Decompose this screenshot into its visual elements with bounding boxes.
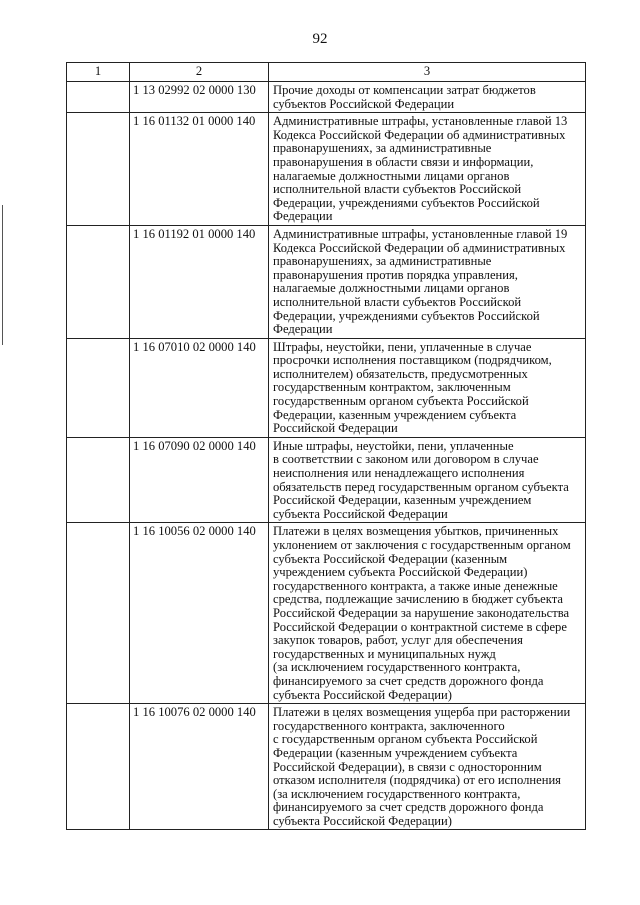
revenue-description	[269, 339, 585, 437]
row-number-cell	[67, 225, 130, 338]
description-line: Федерации	[273, 209, 333, 224]
description-line: Российской Федерации, казенным учреждением	[273, 493, 532, 508]
description-line: (за исключением государственного контракта,	[273, 786, 521, 801]
description-line: субъекта Российской Федерации)	[273, 687, 452, 702]
table-row	[67, 437, 586, 523]
description-line: Иные штрафы, неустойки, пени, уплаченные	[273, 438, 514, 453]
description-line: налагаемые должностными лицами органов	[273, 281, 510, 296]
description-line: Прочие доходы от компенсации затрат бюджетов	[273, 83, 536, 97]
description-line: отказом исполнителя (подрядчика) от его исполнения	[273, 773, 561, 788]
description-line: субъекта Российской Федерации	[273, 506, 448, 521]
code-cell	[130, 338, 269, 437]
row-number-cell	[67, 523, 130, 704]
description-line: неисполнения или ненадлежащего исполнения	[273, 466, 525, 481]
description-line: Российской Федерации за нарушение законодательства	[273, 605, 570, 620]
code-cell	[130, 704, 269, 830]
code-cell	[130, 113, 269, 226]
row-number-cell	[67, 82, 130, 113]
description-line: с государственным органом субъекта Российской	[273, 732, 538, 747]
table-row	[67, 523, 586, 704]
code-cell	[130, 82, 269, 113]
revenue-description	[269, 438, 585, 523]
description-line: исполнительной власти субъектов Российской	[273, 182, 522, 197]
description-line: Штрафы, неустойки, пени, уплаченные в случае	[273, 339, 532, 354]
description-line: Административные штрафы, установленные главой 13	[273, 114, 568, 129]
table-row	[67, 704, 586, 830]
description-line: Платежи в целях возмещения убытков, причиненных	[273, 524, 559, 539]
row-number-cell	[67, 338, 130, 437]
description-cell	[269, 523, 586, 704]
code-cell	[130, 523, 269, 704]
description-line: субъекта Российской Федерации (казенным	[273, 551, 508, 566]
revenue-codes-table	[66, 62, 586, 830]
description-line: субъекта Российской Федерации)	[273, 813, 452, 828]
description-cell	[269, 113, 586, 226]
description-line: правонарушениях, за административные	[273, 141, 492, 156]
description-line: налагаемые должностными лицами органов	[273, 168, 510, 183]
description-line: финансируемого за счет средств дорожного фонда	[273, 800, 544, 815]
description-line: в соответствии с законом или договором в случае	[273, 452, 539, 467]
description-line: государственного контракта, а также иные денежные	[273, 578, 558, 593]
description-line: исполнительной власти субъектов Российской	[273, 294, 522, 309]
scan-margin-line	[2, 205, 3, 345]
table-row	[67, 225, 586, 338]
description-line: государственным органом субъекта Российской	[273, 394, 529, 409]
description-line: просрочки исполнения поставщиком (подрядчиком,	[273, 353, 552, 368]
revenue-description	[269, 226, 585, 338]
description-line: Федерации, учреждениями субъектов Российской	[273, 195, 540, 210]
description-line: закупок товаров, работ, услуг для обеспечения	[273, 633, 523, 648]
description-line: государственных и муниципальных нужд	[273, 646, 496, 661]
description-line: (за исключением государственного контракта,	[273, 660, 521, 675]
budget-classification-code: 1 16 01192 01 0000 140	[133, 226, 256, 241]
revenue-description	[269, 704, 585, 829]
table-body	[67, 82, 586, 830]
row-number-cell	[67, 704, 130, 830]
description-line: Федерации, казенным учреждением субъекта	[273, 407, 517, 422]
description-line: Российской Федерации	[273, 421, 398, 436]
description-line: исполнителем) обязательств, предусмотренных	[273, 366, 528, 381]
description-line: учреждением субъекта Российской Федерации)	[273, 565, 528, 580]
description-line: субъектов Российской Федерации	[273, 96, 455, 111]
budget-classification-code: 1 16 01132 01 0000 140	[133, 114, 256, 129]
code-cell	[130, 225, 269, 338]
description-line: средства, подлежащие зачислению в бюджет субъекта	[273, 592, 563, 607]
budget-classification-code: 1 16 07090 02 0000 140	[133, 438, 256, 453]
description-line: Кодекса Российской Федерации об административных	[273, 240, 566, 255]
budget-classification-code: 1 13 02992 02 0000 130	[133, 83, 256, 97]
description-line: правонарушения в области связи и информации,	[273, 154, 534, 169]
column-header-1: 1	[67, 63, 130, 82]
description-line: правонарушения против порядка управления,	[273, 267, 518, 282]
description-line: Кодекса Российской Федерации об административных	[273, 127, 566, 142]
description-line: Российской Федерации о контрактной системе в сфере	[273, 619, 567, 634]
budget-classification-code: 1 16 07010 02 0000 140	[133, 339, 256, 354]
description-cell	[269, 82, 586, 113]
description-line: правонарушениях, за административные	[273, 254, 492, 269]
table-row	[67, 113, 586, 226]
table-row	[67, 82, 586, 113]
row-number-cell	[67, 113, 130, 226]
budget-classification-code: 1 16 10056 02 0000 140	[133, 524, 256, 539]
budget-classification-code: 1 16 10076 02 0000 140	[133, 705, 256, 720]
description-cell	[269, 437, 586, 523]
description-cell	[269, 704, 586, 830]
revenue-description	[269, 523, 585, 703]
page-number: 92	[312, 31, 328, 47]
description-line: государственного контракта, заключенного	[273, 718, 505, 733]
column-header-2: 2	[130, 63, 269, 82]
description-line: Федерации	[273, 322, 333, 337]
column-header-3: 3	[269, 63, 586, 82]
description-line: финансируемого за счет средств дорожного фонда	[273, 673, 544, 688]
description-line: Российской Федерации), в связи с односторонним	[273, 759, 542, 774]
description-line: Федерации, учреждениями субъектов Российской	[273, 308, 540, 323]
row-number-cell	[67, 437, 130, 523]
description-line: Федерации (казенным учреждением субъекта	[273, 745, 518, 760]
description-cell	[269, 338, 586, 437]
description-line: Платежи в целях возмещения ущерба при расторжении	[273, 705, 571, 720]
description-line: государственным контрактом, заключенным	[273, 380, 511, 395]
description-line: Административные штрафы, установленные главой 19	[273, 226, 568, 241]
table-header-row	[67, 63, 586, 82]
revenue-description	[269, 113, 585, 225]
description-line: обязательств перед государственным органом субъекта	[273, 479, 569, 494]
description-cell	[269, 225, 586, 338]
table-row	[67, 338, 586, 437]
revenue-description	[269, 82, 585, 112]
description-line: уклонением от заключения с государственным органом	[273, 538, 571, 552]
code-cell	[130, 437, 269, 523]
